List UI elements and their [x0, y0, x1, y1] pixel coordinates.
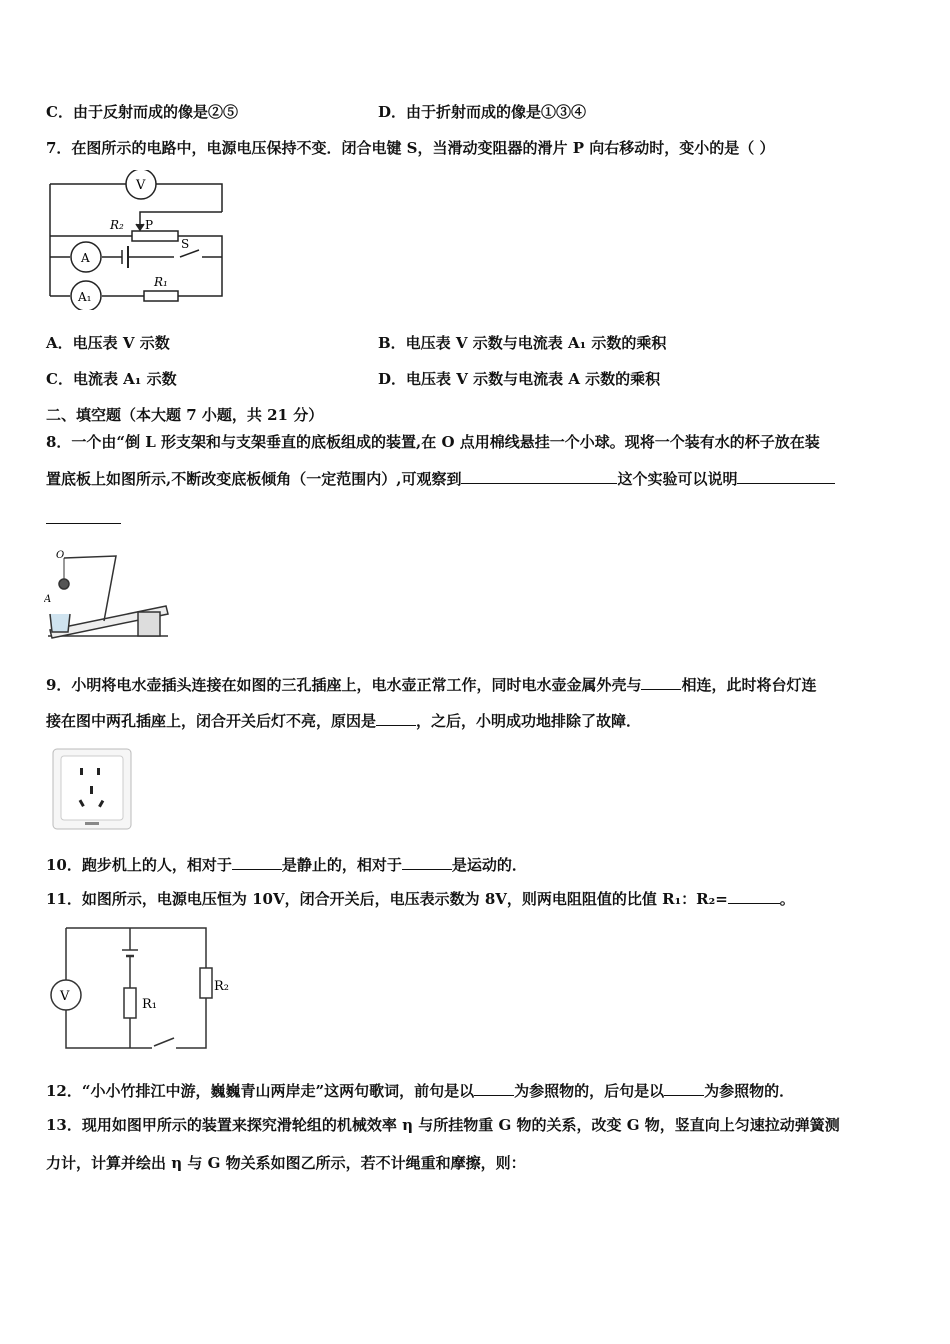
q7-stem: 7．在图所示的电路中，电源电压保持不变．闭合电键 S，当滑动变阻器的滑片 P 向右移动时，变小的是（ ）	[46, 139, 775, 157]
q10-b: 是静止的，相对于	[281, 856, 402, 874]
q9-socket-figure	[52, 748, 132, 834]
q13-line-1: 13．现用如图甲所示的装置来探究滑轮组的机械效率 η 与所挂物重 G 物的关系，改变 G 物，竖直向上匀速拉动弹簧测	[46, 1116, 840, 1134]
q7-fig-r2: R₂	[110, 218, 124, 232]
q7-fig-s: S	[181, 237, 190, 251]
q8-blank-2b[interactable]	[46, 507, 121, 528]
q12-blank-1[interactable]	[474, 1079, 514, 1096]
q9-blank-1[interactable]	[641, 673, 681, 690]
q8-blank-2a[interactable]	[737, 467, 835, 484]
section-heading: 二、填空题（本大题 7 小题，共 21 分）	[46, 406, 324, 424]
q8-fig-o: O	[56, 550, 65, 561]
q8-fig-a: A	[44, 594, 52, 605]
q7-fig-a1: A₁	[78, 290, 92, 304]
q7-fig-r1: R₁	[154, 275, 168, 289]
q11-b: 。	[779, 890, 795, 908]
q7-fig-p: P	[145, 218, 154, 232]
q11-blank[interactable]	[728, 887, 780, 904]
q9-line-1a: 9．小明将电水壶插头连接在如图的三孔插座上，电水壶正常工作，同时电水壶金属外壳与	[46, 676, 642, 694]
q9-line-2	[46, 709, 910, 732]
q7-option-b: B．电压表 V 示数与电流表 A₁ 示数的乘积	[378, 334, 667, 352]
q9-line-1b: 相连，此时将台灯连	[681, 676, 817, 694]
q8-line-2b: 这个实验可以说明	[617, 470, 738, 488]
q7-option-c: C．电流表 A₁ 示数	[46, 370, 177, 388]
q11-a: 11．如图所示，电源电压恒为 10V，闭合开关后，电压表示数为 8V，则两电阻阻值的比值 R₁：R₂=	[46, 890, 728, 908]
q12-blank-2[interactable]	[664, 1079, 704, 1096]
q10-c: 是运动的．	[451, 856, 527, 874]
q10-line	[46, 853, 910, 876]
q10-blank-1[interactable]	[232, 853, 282, 870]
q11-line	[46, 887, 910, 910]
q8-blank-1[interactable]	[461, 467, 617, 484]
q10-a: 10．跑步机上的人，相对于	[46, 856, 232, 874]
q7-fig-v: V	[136, 178, 146, 193]
q9-line-2a: 接在图中两孔插座上，闭合开关后灯不亮，原因是	[46, 712, 377, 730]
q11-fig-r1: R₁	[142, 997, 157, 1012]
q8-line-2a: 置底板上如图所示,不断改变底板倾角（一定范围内）,可观察到	[46, 470, 462, 488]
q6-option-d: D．由于折射而成的像是①③④	[378, 103, 587, 121]
q12-c: 为参照物的．	[704, 1082, 795, 1100]
q6-option-c: C．由于反射而成的像是②⑤	[46, 103, 238, 121]
q11-circuit-figure	[46, 922, 236, 1058]
q7-circuit-figure	[44, 170, 229, 314]
q9-line-1	[46, 673, 910, 696]
q7-option-d: D．电压表 V 示数与电流表 A 示数的乘积	[378, 370, 661, 388]
q13-line-2: 力计，计算并绘出 η 与 G 物关系如图乙所示，若不计绳重和摩擦，则：	[46, 1154, 526, 1172]
q7-option-a: A．电压表 V 示数	[46, 334, 170, 352]
q7-fig-a: A	[81, 251, 90, 265]
q8-line-2	[46, 467, 910, 490]
q9-line-2b: ，之后，小明成功地排除了故障．	[416, 712, 642, 730]
q11-fig-v: V	[60, 989, 70, 1004]
q8-line-1: 8．一个由“倒 L 形支架和与支架垂直的底板组成的装置,在 O 点用棉线悬挂一个小球。现将一个装有水的杯子放在装	[46, 433, 820, 451]
q12-a: 12．“小小竹排江中游，巍巍青山两岸走”这两句歌词，前句是以	[46, 1082, 475, 1100]
q12-b: 为参照物的，后句是以	[514, 1082, 665, 1100]
q8-apparatus-figure	[44, 544, 174, 644]
q11-fig-r2: R₂	[214, 979, 229, 994]
q12-line	[46, 1079, 910, 1102]
q9-blank-2[interactable]	[376, 709, 416, 726]
q10-blank-2[interactable]	[402, 853, 452, 870]
